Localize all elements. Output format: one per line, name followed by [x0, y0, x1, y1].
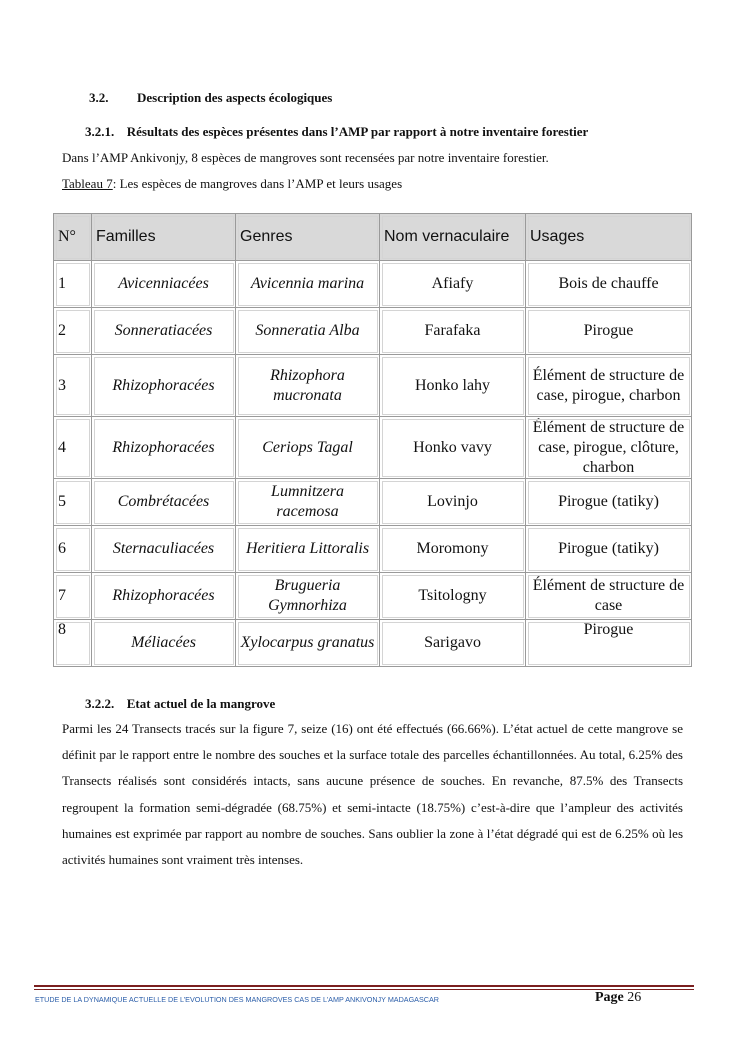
table-row: [54, 573, 692, 620]
cell-famille: Sternaculiacées: [92, 526, 236, 573]
cell-nom: Afiafy: [380, 261, 526, 308]
table-caption-label: Tableau 7: [62, 176, 113, 191]
cell-usage: Pirogue (tatiky): [526, 526, 692, 573]
cell-usage: Élément de structure de case, pirogue, charbon: [526, 355, 692, 417]
cell-number: 1: [54, 261, 92, 308]
cell-nom: Lovinjo: [380, 479, 526, 526]
cell-usage: Bois de chauffe: [526, 261, 692, 308]
cell-famille: Rhizophoracées: [92, 355, 236, 417]
page-number-value: 26: [627, 990, 642, 1005]
section-heading: [89, 90, 332, 106]
cell-number: 4: [54, 417, 92, 479]
cell-genre: Rhizophora mucronata: [236, 355, 380, 417]
cell-nom: Farafaka: [380, 308, 526, 355]
subsection-1-number: 3.2.1.: [85, 124, 115, 139]
table-row: [54, 526, 692, 573]
cell-genre: Xylocarpus granatus: [236, 620, 380, 667]
table-row: [54, 417, 692, 479]
table-row: [54, 355, 692, 417]
cell-usage: Pirogue: [526, 620, 692, 667]
cell-nom: Tsitologny: [380, 573, 526, 620]
cell-genre: Avicennia marina: [236, 261, 380, 308]
cell-famille: Sonneratiacées: [92, 308, 236, 355]
cell-nom: Moromony: [380, 526, 526, 573]
cell-famille: Avicenniacées: [92, 261, 236, 308]
cell-genre: Ceriops Tagal: [236, 417, 380, 479]
footer-rule: [34, 985, 694, 987]
cell-genre: Brugueria Gymnorhiza: [236, 573, 380, 620]
cell-number: 7: [54, 573, 92, 620]
subsection-1-title: Résultats des espèces présentes dans l’AMP par rapport à notre inventaire forestier: [126, 124, 589, 139]
cell-nom: Honko vavy: [380, 417, 526, 479]
cell-nom: Sarigavo: [380, 620, 526, 667]
cell-number: 2: [54, 308, 92, 355]
table-row: [54, 261, 692, 308]
cell-nom: Honko lahy: [380, 355, 526, 417]
table-caption-rest: : Les espèces de mangroves dans l’AMP et leurs usages: [112, 176, 403, 191]
page-number: [595, 990, 641, 1006]
cell-usage: Élément de structure de case, pirogue, clôture, charbon: [526, 417, 692, 479]
cell-famille: Combrétacées: [92, 479, 236, 526]
table-row: [54, 479, 692, 526]
cell-usage: Élément de structure de case: [526, 573, 692, 620]
header-familles: Familles: [92, 214, 236, 261]
cell-genre: Sonneratia Alba: [236, 308, 380, 355]
cell-number: 6: [54, 526, 92, 573]
cell-number: 3: [54, 355, 92, 417]
cell-famille: Rhizophoracées: [92, 417, 236, 479]
cell-usage: Pirogue: [526, 308, 692, 355]
header-number: N°: [54, 214, 92, 261]
cell-number: 8: [54, 620, 92, 667]
table-row: [54, 308, 692, 355]
page-label: Page: [595, 990, 624, 1005]
cell-genre: Lumnitzera racemosa: [236, 479, 380, 526]
table-row: [54, 620, 692, 667]
body-paragraph: Parmi les 24 Transects tracés sur la figure 7, seize (16) ont été effectués (66.66%). L’état actuel de cette mangrove se définit par le rapport entre le nombre des souches et la surface totale des parcelles échantillonnées. Au total, 6.25% des Transects réalisés sont considérés intacts, sans aucune présence de souches. En revanche, 87.5% des Transects regroupent la formation semi-dégradée (68.75%) et semi-intacte (18.75%) c’est-à-dire que l’ampleur des activités humaines est exprimée par rapport au nombre de souches. Sans oublier la zone à l’état dégradé qui est de 6.25% où les activités humaines sont vraiment très intenses.: [62, 721, 683, 868]
species-table: [53, 213, 692, 667]
cell-famille: Rhizophoracées: [92, 573, 236, 620]
table-caption: [62, 176, 402, 192]
section-number: 3.2.: [89, 90, 109, 105]
cell-famille: Méliacées: [92, 620, 236, 667]
section-title: Description des aspects écologiques: [137, 90, 333, 105]
header-nom-vernaculaire: Nom vernaculaire: [380, 214, 526, 261]
header-genres: Genres: [236, 214, 380, 261]
header-usages: Usages: [526, 214, 692, 261]
intro-text: Dans l’AMP Ankivonjy, 8 espèces de mangroves sont recensées par notre inventaire forestier.: [62, 150, 549, 165]
subsection-heading-1: [85, 124, 588, 140]
subsection-2-title: Etat actuel de la mangrove: [126, 696, 276, 711]
subsection-2-number: 3.2.2.: [85, 696, 115, 711]
cell-number: 5: [54, 479, 92, 526]
cell-genre: Heritiera Littoralis: [236, 526, 380, 573]
footer-title: ETUDE DE LA DYNAMIQUE ACTUELLE DE L’EVOLUTION DES MANGROVES CAS DE L’AMP ANKIVONJY MADAGASCAR: [35, 995, 439, 1004]
table-header-row: [54, 214, 692, 261]
cell-usage: Pirogue (tatiky): [526, 479, 692, 526]
subsection-heading-2: [85, 696, 275, 712]
